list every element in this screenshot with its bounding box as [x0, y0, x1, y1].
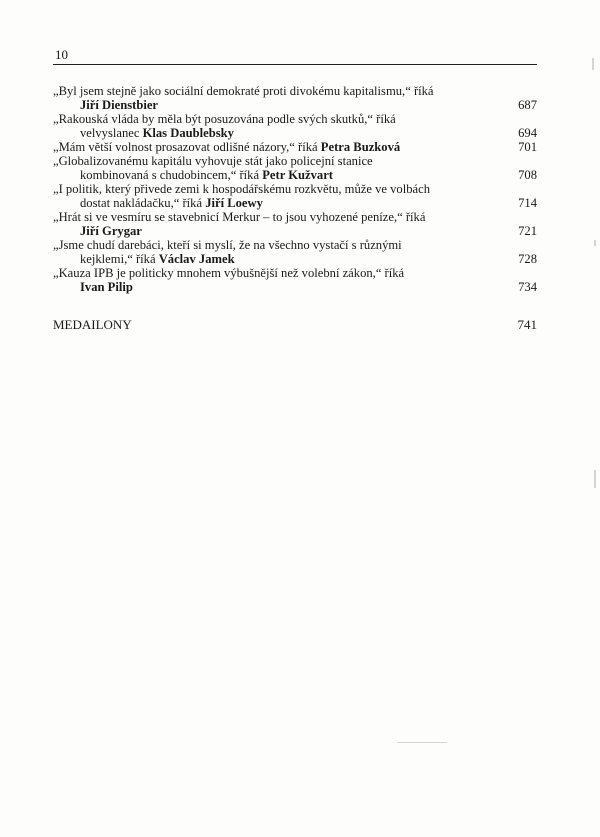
entry-line — [53, 168, 537, 182]
interviewee-name: Jiří Dienstbier — [80, 98, 158, 112]
entry-page-number: 714 — [518, 196, 537, 210]
entry-page-number: 728 — [518, 252, 537, 266]
entry-line — [53, 196, 537, 210]
interviewee-name: Ivan Pilip — [80, 280, 133, 294]
entry-line — [53, 140, 537, 154]
entry-line — [53, 280, 537, 294]
entry-line: „Rakouská vláda by měla být posuzována podle svých skutků,“ říká — [53, 112, 396, 126]
interviewee-name: Jiří Grygar — [80, 224, 142, 238]
toc-entry — [53, 140, 537, 154]
entry-page-number: 734 — [518, 280, 537, 294]
entry-line: „Byl jsem stejně jako sociální demokraté proti divokému kapitalismu,“ říká — [53, 84, 434, 98]
entry-text: kejklemi,“ říká — [80, 252, 159, 266]
interviewee-name: Klas Daublebsky — [142, 126, 234, 140]
entry-text: velvyslanec — [80, 126, 143, 140]
page-number: 10 — [55, 47, 68, 62]
toc-entry — [53, 182, 537, 210]
toc-section-medailony — [53, 317, 537, 332]
section-page-number: 741 — [517, 317, 537, 332]
entry-page-number: 721 — [518, 224, 537, 238]
entry-line — [53, 98, 537, 112]
entry-line: „I politik, který přivede zemi k hospodářskému rozkvětu, může ve volbách — [53, 182, 430, 196]
interviewee-name: Jiří Loewy — [205, 196, 263, 210]
entry-text: dostat nakládačku,“ říká — [80, 196, 206, 210]
toc-entry — [53, 266, 537, 294]
interviewee-name: Václav Jamek — [158, 252, 235, 266]
section-title: MEDAILONY — [53, 317, 132, 332]
toc-entry — [53, 84, 537, 112]
toc-entry — [53, 210, 537, 238]
scan-speck — [592, 58, 594, 70]
entry-line: „Kauza IPB je politicky mnohem výbušnější než volební zákon,“ říká — [53, 266, 405, 280]
entry-text: „Mám větší volnost prosazovat odlišné názory,“ říká — [53, 140, 321, 154]
entry-line — [53, 126, 537, 140]
table-of-contents — [53, 84, 537, 294]
entry-page-number: 708 — [518, 168, 537, 182]
entry-page-number: 687 — [518, 98, 537, 112]
interviewee-name: Petra Buzková — [320, 140, 401, 154]
entry-page-number: 701 — [518, 140, 537, 154]
scan-speck — [594, 470, 596, 488]
entry-line: „Jsme chudí darebáci, kteří si myslí, že na všechno vystačí s různými — [53, 238, 402, 252]
entry-line: „Hrát si ve vesmíru se stavebnicí Merkur – to jsou vyhozené peníze,“ říká — [53, 210, 426, 224]
entry-line: „Globalizovanému kapitálu vyhovuje stát jako policejní stanice — [53, 154, 373, 168]
toc-entry — [53, 238, 537, 266]
toc-entry — [53, 112, 537, 140]
entry-line — [53, 252, 537, 266]
scan-speck — [397, 742, 447, 743]
header-rule — [53, 64, 537, 65]
entry-line — [53, 224, 537, 238]
interviewee-name: Petr Kužvart — [262, 168, 333, 182]
scan-speck — [594, 240, 596, 246]
toc-entry — [53, 154, 537, 182]
entry-page-number: 694 — [518, 126, 537, 140]
entry-text: kombinovaná s chudobincem,“ říká — [80, 168, 263, 182]
